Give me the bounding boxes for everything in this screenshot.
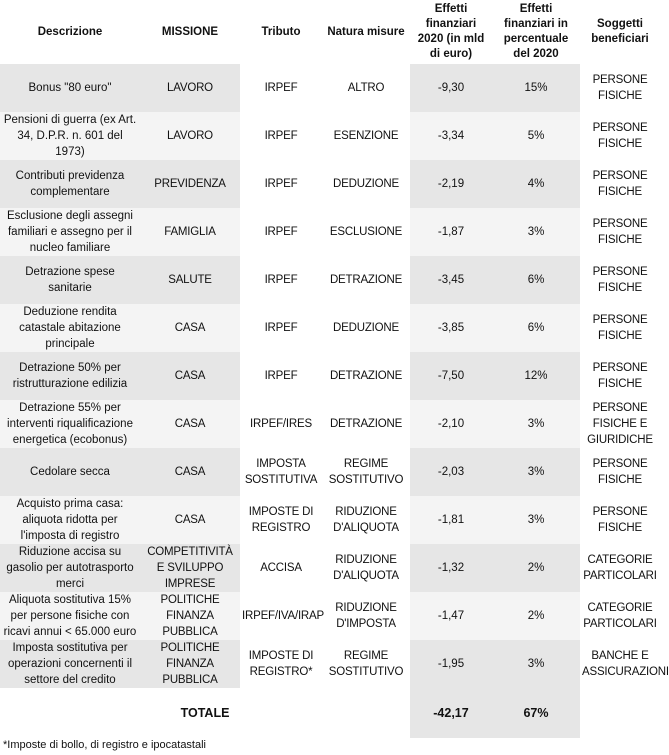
cell-tributo: IRPEF <box>240 352 322 400</box>
cell-descrizione: Bonus "80 euro" <box>0 64 140 112</box>
header-soggetti-beneficiari: Soggetti beneficiari <box>580 0 660 64</box>
cell-effetti: -9,30 <box>410 64 492 112</box>
cell-tributo: IRPEF/IRES <box>240 400 322 448</box>
cell-tributo: IMPOSTA SOSTITUTIVA <box>240 448 322 496</box>
cell-percentuale: 3% <box>492 400 580 448</box>
cell-natura: DETRAZIONE <box>322 352 410 400</box>
cell-missione: SALUTE <box>140 256 240 304</box>
cell-descrizione: Detrazione spese sanitarie <box>0 256 140 304</box>
cell-missione: COMPETITIVITÀ E SVILUPPO IMPRESE <box>140 544 240 592</box>
cell-effetti: -3,45 <box>410 256 492 304</box>
cell-percentuale: 15% <box>492 64 580 112</box>
cell-effetti: -1,81 <box>410 496 492 544</box>
header-effetti-percentuale: Effetti finanziari in percentuale del 2020 <box>492 0 580 64</box>
cell-effetti: -1,32 <box>410 544 492 592</box>
cell-tributo: IRPEF <box>240 304 322 352</box>
cell-soggetti: PERSONE FISICHE <box>580 64 660 112</box>
cell-soggetti: PERSONE FISICHE <box>580 160 660 208</box>
cell-soggetti: PERSONE FISICHE <box>580 352 660 400</box>
cell-tributo: IMPOSTE DI REGISTRO <box>240 496 322 544</box>
cell-soggetti: PERSONE FISICHE <box>580 256 660 304</box>
cell-tributo: IRPEF/IVA/IRAP <box>240 592 322 640</box>
cell-percentuale: 3% <box>492 448 580 496</box>
cell-descrizione: Acquisto prima casa: aliquota ridotta per l'imposta di registro <box>0 496 140 544</box>
cell-effetti: -2,10 <box>410 400 492 448</box>
cell-descrizione: Detrazione 50% per ristrutturazione edilizia <box>0 352 140 400</box>
cell-soggetti: PERSONE FISICHE <box>580 208 660 256</box>
table-row <box>0 496 660 544</box>
cell-missione: FAMIGLIA <box>140 208 240 256</box>
cell-percentuale: 3% <box>492 208 580 256</box>
cell-tributo: IRPEF <box>240 160 322 208</box>
cell-descrizione: Esclusione degli assegni familiari e assegno per il nucleo familiare <box>0 208 140 256</box>
cell-percentuale: 6% <box>492 256 580 304</box>
cell-soggetti: CATEGORIE PARTICOLARI <box>580 592 660 640</box>
cell-effetti: -1,95 <box>410 640 492 688</box>
cell-percentuale: 3% <box>492 496 580 544</box>
total-empty-cell <box>580 688 660 738</box>
cell-percentuale: 5% <box>492 112 580 160</box>
cell-natura: RIDUZIONE D'ALIQUOTA <box>322 544 410 592</box>
total-row <box>0 688 660 738</box>
cell-natura: DEDUZIONE <box>322 160 410 208</box>
table-row <box>0 448 660 496</box>
cell-descrizione: Riduzione accisa su gasolio per autotrasporto merci <box>0 544 140 592</box>
table-row <box>0 256 660 304</box>
cell-percentuale: 12% <box>492 352 580 400</box>
cell-natura: DETRAZIONE <box>322 256 410 304</box>
table-row <box>0 160 660 208</box>
table-row <box>0 544 660 592</box>
cell-missione: CASA <box>140 448 240 496</box>
cell-tributo: IRPEF <box>240 208 322 256</box>
cell-natura: REGIME SOSTITUTIVO <box>322 640 410 688</box>
cell-soggetti: PERSONE FISICHE <box>580 496 660 544</box>
cell-soggetti: CATEGORIE PARTICOLARI <box>580 544 660 592</box>
cell-natura: DETRAZIONE <box>322 400 410 448</box>
table-row <box>0 352 660 400</box>
cell-missione: CASA <box>140 496 240 544</box>
table-row <box>0 64 660 112</box>
cell-natura: ALTRO <box>322 64 410 112</box>
cell-descrizione: Imposta sostitutiva per operazioni concernenti il settore del credito <box>0 640 140 688</box>
cell-descrizione: Deduzione rendita catastale abitazione principale <box>0 304 140 352</box>
cell-natura: RIDUZIONE D'IMPOSTA <box>322 592 410 640</box>
table-row <box>0 304 660 352</box>
cell-missione: POLITICHE FINANZA PUBBLICA <box>140 592 240 640</box>
cell-effetti: -3,34 <box>410 112 492 160</box>
cell-effetti: -2,19 <box>410 160 492 208</box>
cell-natura: REGIME SOSTITUTIVO <box>322 448 410 496</box>
cell-natura: ESCLUSIONE <box>322 208 410 256</box>
header-natura-misure: Natura misure <box>322 0 410 64</box>
cell-missione: LAVORO <box>140 112 240 160</box>
cell-natura: DEDUZIONE <box>322 304 410 352</box>
cell-missione: POLITICHE FINANZA PUBBLICA <box>140 640 240 688</box>
cell-missione: CASA <box>140 352 240 400</box>
footnote: *Imposte di bollo, di registro e ipocatastali <box>3 739 206 751</box>
cell-natura: RIDUZIONE D'ALIQUOTA <box>322 496 410 544</box>
cell-percentuale: 2% <box>492 544 580 592</box>
cell-tributo: IRPEF <box>240 256 322 304</box>
cell-percentuale: 6% <box>492 304 580 352</box>
cell-percentuale: 4% <box>492 160 580 208</box>
cell-effetti: -7,50 <box>410 352 492 400</box>
cell-descrizione: Contributi previdenza complementare <box>0 160 140 208</box>
total-percentuale: 67% <box>492 688 580 738</box>
table-row <box>0 208 660 256</box>
table-row <box>0 592 660 640</box>
cell-effetti: -1,87 <box>410 208 492 256</box>
header-tributo: Tributo <box>240 0 322 64</box>
cell-descrizione: Detrazione 55% per interventi riqualificazione energetica (ecobonus) <box>0 400 140 448</box>
cell-soggetti: BANCHE E ASSICURAZIONI <box>580 640 660 688</box>
cell-soggetti: PERSONE FISICHE <box>580 448 660 496</box>
header-descrizione: Descrizione <box>0 0 140 64</box>
cell-percentuale: 3% <box>492 640 580 688</box>
cell-tributo: IMPOSTE DI REGISTRO* <box>240 640 322 688</box>
cell-soggetti: PERSONE FISICHE <box>580 112 660 160</box>
cell-natura: ESENZIONE <box>322 112 410 160</box>
cell-descrizione: Cedolare secca <box>0 448 140 496</box>
header-effetti-finanziari: Effetti finanziari 2020 (in mld di euro) <box>410 0 492 64</box>
cell-tributo: ACCISA <box>240 544 322 592</box>
header-missione: MISSIONE <box>140 0 240 64</box>
cell-tributo: IRPEF <box>240 112 322 160</box>
cell-soggetti: PERSONE FISICHE E GIURIDICHE <box>580 400 660 448</box>
cell-descrizione: Pensioni di guerra (ex Art. 34, D.P.R. n. 601 del 1973) <box>0 112 140 160</box>
table-row <box>0 112 660 160</box>
total-effetti: -42,17 <box>410 688 492 738</box>
table-header-row <box>0 0 660 64</box>
cell-descrizione: Aliquota sostitutiva 15% per persone fisiche con ricavi annui < 65.000 euro <box>0 592 140 640</box>
table-row <box>0 640 660 688</box>
cell-effetti: -3,85 <box>410 304 492 352</box>
cell-missione: CASA <box>140 304 240 352</box>
cell-missione: CASA <box>140 400 240 448</box>
table-row <box>0 400 660 448</box>
cell-effetti: -1,47 <box>410 592 492 640</box>
cell-missione: LAVORO <box>140 64 240 112</box>
cell-effetti: -2,03 <box>410 448 492 496</box>
cell-missione: PREVIDENZA <box>140 160 240 208</box>
cell-soggetti: PERSONE FISICHE <box>580 304 660 352</box>
total-label: TOTALE <box>0 688 410 738</box>
cell-percentuale: 2% <box>492 592 580 640</box>
cell-tributo: IRPEF <box>240 64 322 112</box>
